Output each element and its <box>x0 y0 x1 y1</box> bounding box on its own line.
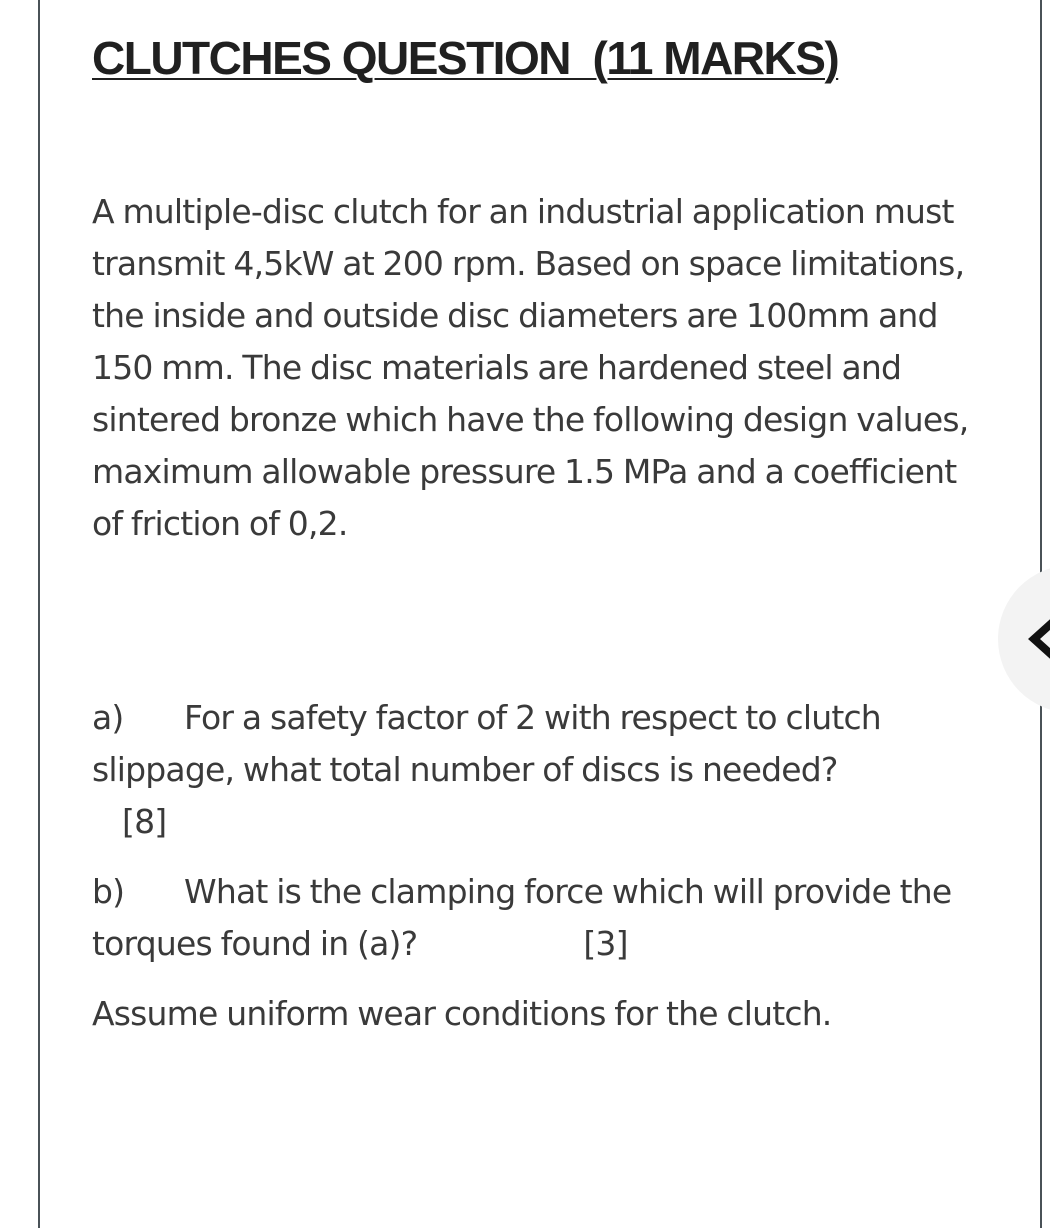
question-b <box>92 866 992 970</box>
question-b-label: b) <box>92 872 125 911</box>
question-b-marks: [3] <box>583 924 628 963</box>
question-intro-paragraph: A multiple-disc clutch for an industrial application must transmit 4,5kW at 200 rpm. Based on space limitations, the inside and outside disc diameters are 100mm and 150 mm. The disc materials are hardened steel and sintered bronze which have the following design values, maximum allowable pressure 1.5 MPa and a coefficient of friction of 0,2. <box>92 192 969 543</box>
question-a-text: For a safety factor of 2 with respect to clutch slippage, what total number of discs is needed? <box>92 698 881 789</box>
page-title: CLUTCHES QUESTION (11 MARKS) <box>92 32 839 84</box>
previous-page-button[interactable] <box>998 565 1050 713</box>
question-a-label: a) <box>92 698 124 737</box>
assumption-note: Assume uniform wear conditions for the clutch. <box>92 994 832 1033</box>
question-a <box>92 692 992 848</box>
page-left-border <box>38 0 40 1228</box>
chevron-left-icon <box>1024 615 1050 663</box>
question-b-text: What is the clamping force which will provide the torques found in (a)? <box>92 872 952 963</box>
question-a-marks: [8] <box>122 802 167 841</box>
